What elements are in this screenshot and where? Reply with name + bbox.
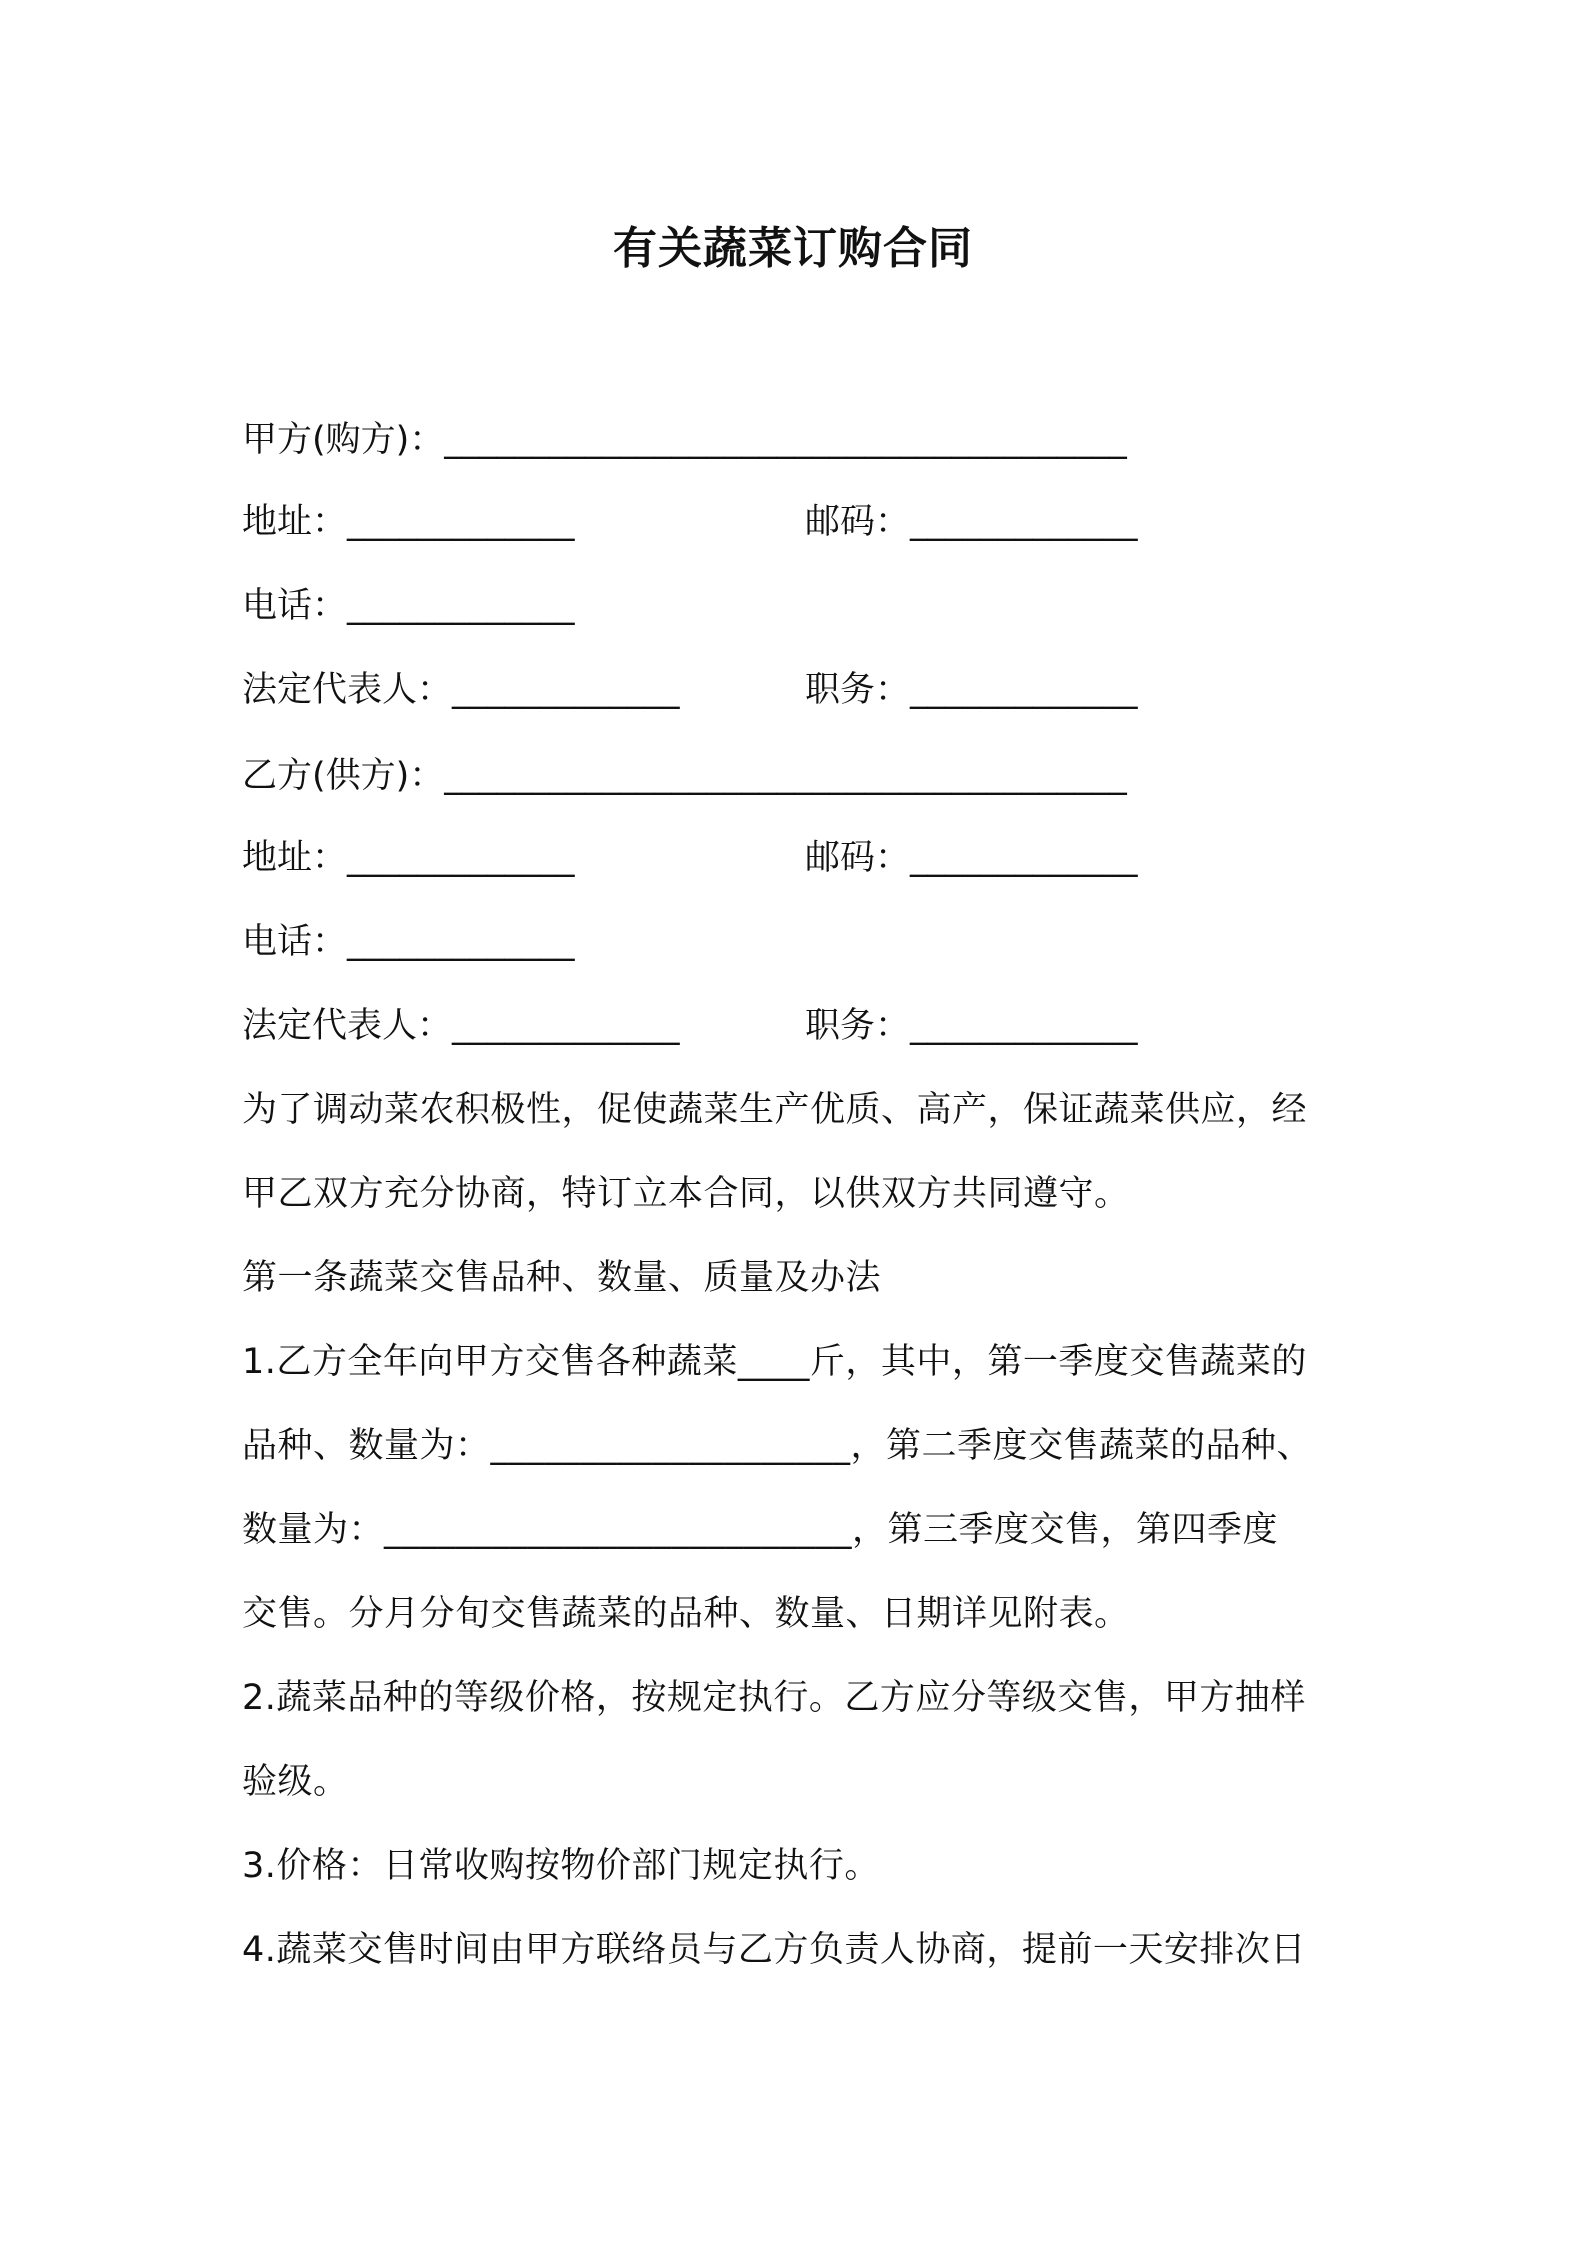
party-a-position-line: 职务：_____________ (805, 670, 1138, 710)
body-line: 为了调动菜农积极性，促使蔬菜生产优质、高产，保证蔬菜供应，经 (242, 1090, 1308, 1130)
section-heading: 第一条蔬菜交售品种、数量、质量及办法 (242, 1258, 882, 1298)
party-b-postcode-line: 邮码：_____________ (805, 838, 1138, 878)
party-a-name-line: 甲方(购方)：_______________________________________ (242, 420, 1127, 460)
party-a-phone-line: 电话：_____________ (242, 586, 575, 626)
body-line: 2.蔬菜品种的等级价格，按规定执行。乙方应分等级交售，甲方抽样 (242, 1678, 1306, 1718)
party-b-phone-line: 电话：_____________ (242, 922, 575, 962)
body-line: 1.乙方全年向甲方交售各种蔬菜____斤，其中，第一季度交售蔬菜的 (242, 1342, 1307, 1382)
party-a-representative-line: 法定代表人：_____________ (242, 670, 680, 710)
body-line: 验级。 (242, 1762, 349, 1802)
body-line: 交售。分月分旬交售蔬菜的品种、数量、日期详见附表。 (242, 1594, 1130, 1634)
body-line: 甲乙双方充分协商，特订立本合同，以供双方共同遵守。 (242, 1174, 1130, 1214)
body-line: 3.价格：日常收购按物价部门规定执行。 (242, 1846, 880, 1886)
party-b-representative-line: 法定代表人：_____________ (242, 1006, 680, 1046)
party-b-name-line: 乙方(供方)：_______________________________________ (242, 756, 1127, 796)
document-title: 有关蔬菜订购合同 (613, 223, 973, 274)
body-line: 4.蔬菜交售时间由甲方联络员与乙方负责人协商，提前一天安排次日 (242, 1930, 1306, 1970)
party-b-position-line: 职务：_____________ (805, 1006, 1138, 1046)
party-a-address-line: 地址：_____________ (242, 502, 575, 542)
party-b-address-line: 地址：_____________ (242, 838, 575, 878)
party-a-postcode-line: 邮码：_____________ (805, 502, 1138, 542)
body-line: 品种、数量为：____________________，第二季度交售蔬菜的品种、 (242, 1426, 1313, 1466)
body-line: 数量为：__________________________，第三季度交售，第四季度 (242, 1510, 1279, 1550)
